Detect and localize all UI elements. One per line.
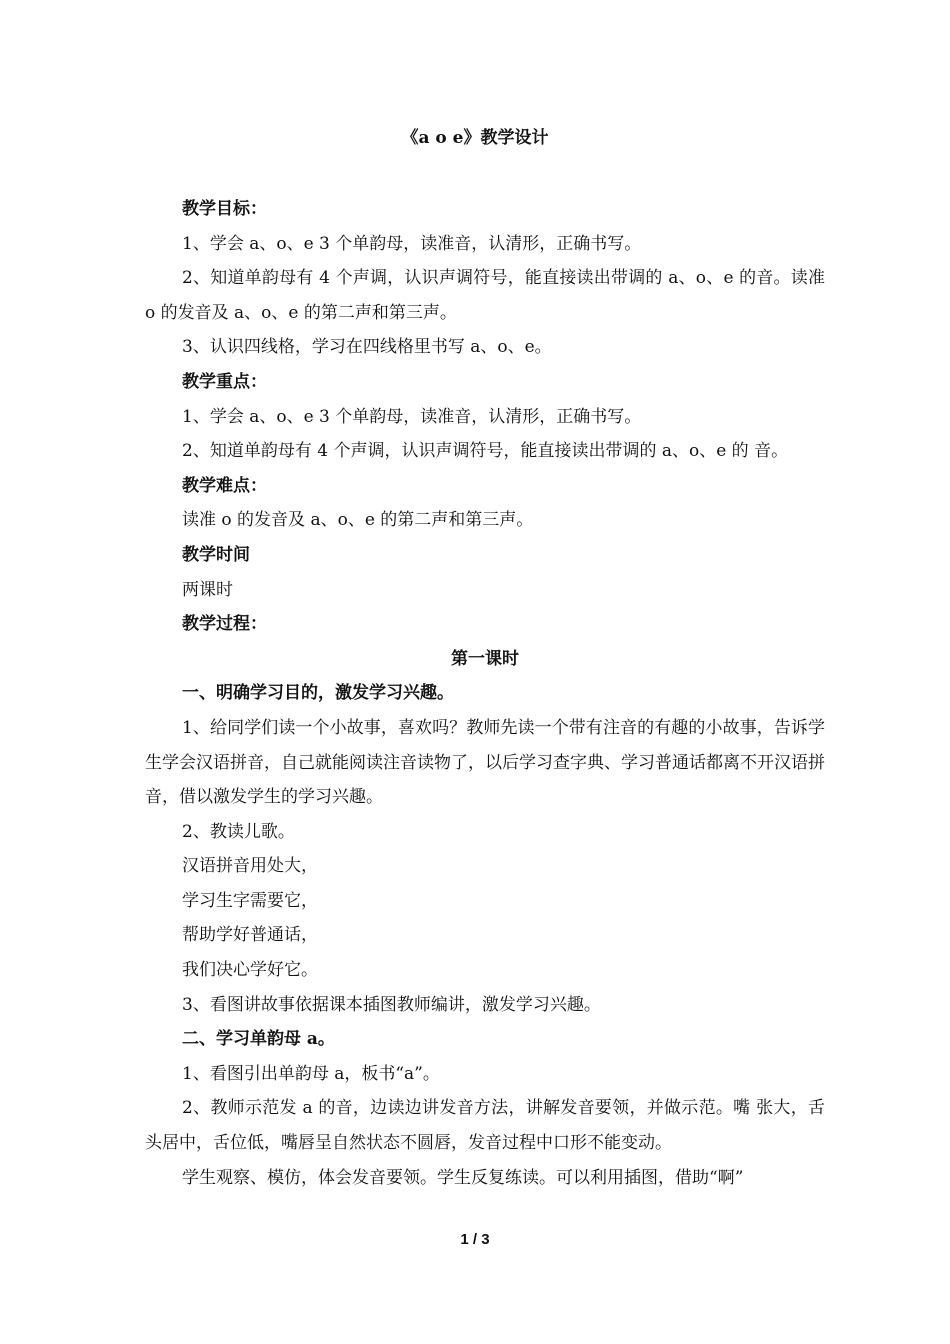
section-heading: 教学重点：: [182, 371, 267, 392]
section-heading: 教学目标：: [182, 199, 267, 219]
section-heading: 教学时间: [182, 544, 250, 565]
paragraph: 我们决心学好它。: [182, 960, 318, 981]
paragraph: 2、知道单韵母有 4 个声调，认识声调符号，能直接读出带调的 a、o、e 的音。读准 o 的发音及 a、o、e 的第二声和第三声。: [145, 268, 825, 323]
paragraph: 两课时: [182, 579, 233, 600]
paragraph: 学习生字需要它，: [182, 890, 318, 911]
paragraph: 帮助学好普通话，: [182, 925, 318, 946]
paragraph: 汉语拼音用处大，: [182, 856, 318, 877]
paragraph: 3、看图讲故事依据课本插图教师编讲，激发学习兴趣。: [182, 994, 601, 1015]
document-title: 《a o e》教学设计: [401, 128, 549, 148]
paragraph: 2、教读儿歌。: [182, 821, 295, 842]
section-heading: 第一课时: [451, 648, 519, 669]
paragraph: 3、认识四线格，学习在四线格里书写 a、o、e。: [182, 337, 552, 358]
section-heading: 教学难点：: [182, 475, 267, 496]
section-heading: 教学过程：: [182, 614, 267, 635]
paragraph: 学生观察、模仿，体会发音要领。学生反复练读。可以利用插图，借助“啊”: [182, 1167, 744, 1188]
page-number: 1 / 3: [460, 1231, 490, 1248]
paragraph: 1、看图引出单韵母 a，板书“a”。: [182, 1063, 440, 1084]
paragraph: 读准 o 的发音及 a、o、e 的第二声和第三声。: [182, 510, 534, 531]
paragraph: 1、学会 a、o、e 3 个单韵母，读准音，认清形，正确书写。: [182, 233, 642, 254]
paragraph: 2、教师示范发 a 的音，边读边讲发音方法，讲解发音要领，并做示范。嘴 张大，舌头居中，舌位低，嘴唇呈自然状态不圆唇，发音过程中口形不能变动。: [145, 1098, 825, 1154]
document-body: [145, 192, 825, 1195]
section-heading: 一、明确学习目的，激发学习兴趣。: [182, 683, 454, 704]
paragraph: 1、学会 a、o、e 3 个单韵母，读准音，认清形，正确书写。: [182, 406, 642, 427]
paragraph: 1、给同学们读一个小故事，喜欢吗？教师先读一个带有注音的有趣的小故事，告诉学生学会汉语拼音，自己就能阅读注音读物了，以后学习查字典、学习普通话都离不开汉语拼音，借以激发学生的学习兴趣。: [145, 717, 825, 808]
section-heading: 二、学习单韵母 a。: [182, 1029, 335, 1050]
paragraph: 2、知道单韵母有 4 个声调，认识声调符号，能直接读出带调的 a、o、e 的 音。: [182, 441, 789, 462]
